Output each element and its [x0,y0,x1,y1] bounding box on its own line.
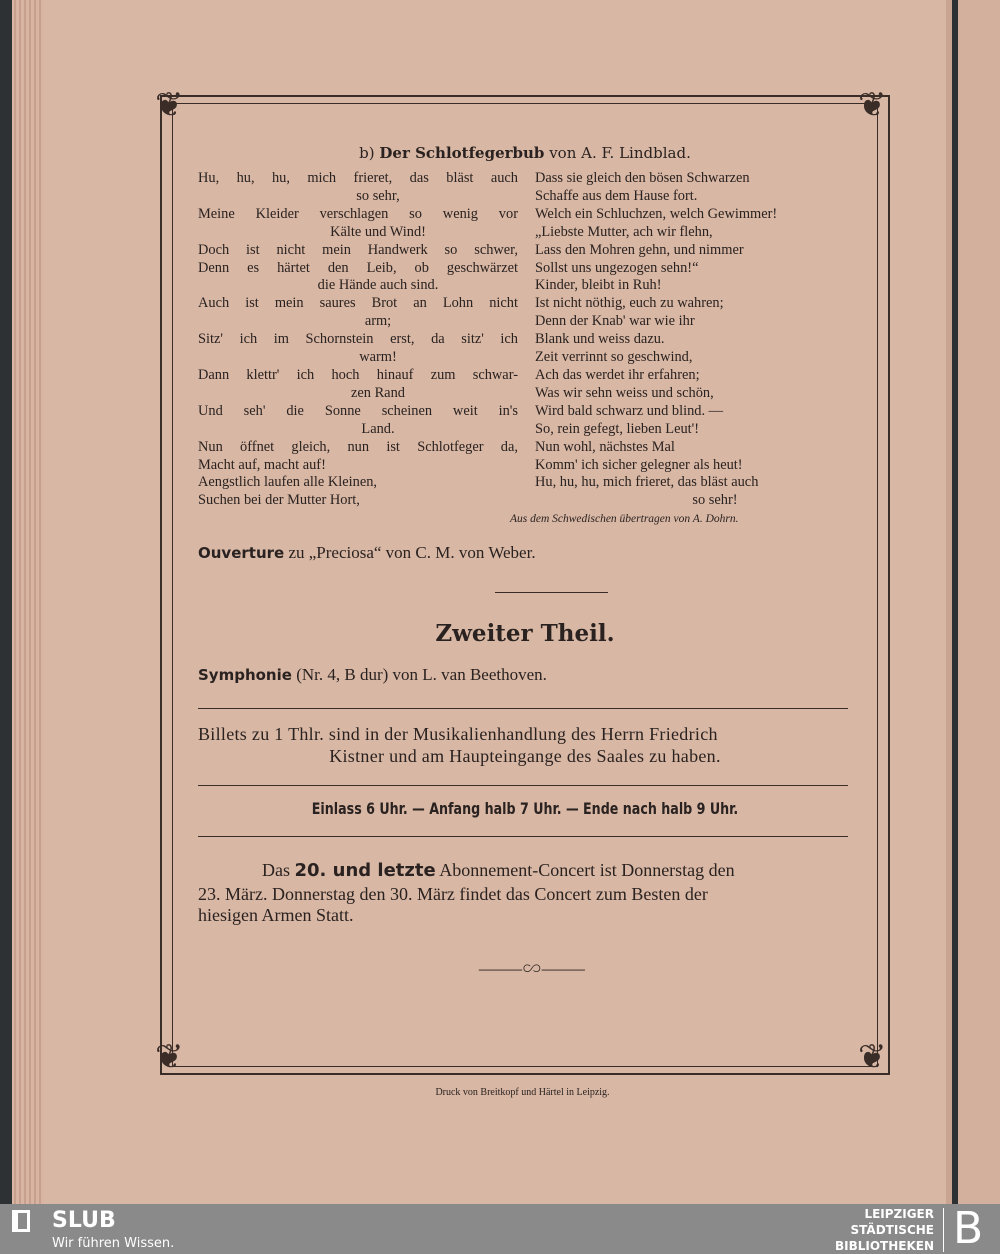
poem-line: „Liebste Mutter, ach wir flehn, [535,223,713,240]
poem-line: arm; [364,313,392,330]
poem-line: Schaffe aus dem Hause fort. [535,187,698,204]
poem-line: Und seh' die Sonne scheinen weit in's [198,402,518,419]
poem-line: Meine Kleider verschlagen so wenig vor [198,205,518,222]
divider [198,785,848,786]
divider [198,708,848,709]
page-edges [14,0,44,1204]
poem-line: Nun wohl, nächstes Mal [535,438,675,455]
corner-ornament-icon: ❦ [155,1037,184,1077]
poem-line: Aengstlich laufen alle Kleinen, [198,474,378,491]
poem-line: Welch ein Schluchzen, welch Gewimmer! [535,205,778,222]
corner-ornament-icon: ❦ [858,1037,887,1077]
poem-line: Komm' ich sicher gelegner als heut! [535,456,743,473]
poem-line: warm! [359,349,397,366]
translation-credit: Aus dem Schwedischen übertragen von A. Dohrn. [510,513,739,525]
song-title: b) Der Schlotfegerbub von A. F. Lindblad. [359,144,691,162]
poem-line: Denn der Knab' war wie ihr [535,313,695,330]
times-line: Einlass 6 Uhr. — Anfang halb 7 Uhr. — Ende nach halb 9 Uhr. [311,799,739,818]
poem-line: Denn es härtet den Leib, ob geschwärzet [198,259,518,276]
lsb-logo[interactable] [835,1206,934,1254]
poem-line: Ist nicht nöthig, euch zu wahren; [535,295,724,312]
poem-line: zen Rand [351,384,405,401]
poem-line: Sollst uns ungezogen sehn!“ [535,259,699,276]
symphony-line: Symphonie (Nr. 4, B dur) von L. van Beethoven. [198,665,547,684]
notice-line: hiesigen Armen Statt. [198,905,354,925]
lsb-text: LEIPZIGER [864,1207,934,1221]
poem-line: Land. [361,420,395,437]
corner-ornament-icon: ❦ [858,85,887,125]
poem-line: die Hände auch sind. [317,277,439,294]
tickets-line: Kistner und am Haupteingange des Saales zu haben. [329,746,721,766]
poem-line: Auch ist mein saures Brot an Lohn nicht [198,295,518,312]
facing-page [958,0,1000,1204]
poem-line: Hu, hu, hu, mich frieret, das bläst auch [198,170,518,186]
corner-ornament-icon: ❦ [155,85,184,125]
poem-line: Nun öffnet gleich, nun ist Schlotfeger da, [198,438,518,455]
poem-line: Dann klettr' ich hoch hinauf zum schwar- [198,366,518,383]
poem-line: Hu, hu, hu, mich frieret, das bläst auch [535,474,759,491]
divider [198,836,848,837]
poem-line: Dass sie gleich den bösen Schwarzen [535,170,750,186]
poem-line: Blank und weiss dazu. [535,331,665,348]
poem-line: Wird bald schwarz und blind. — [535,402,724,419]
divider [495,592,608,593]
slub-slogan: Wir führen Wissen. [52,1236,175,1251]
poem-line: Was wir sehn weiss und schön, [535,384,714,401]
poem-line: Lass den Mohren gehn, und nimmer [535,241,744,258]
poem-line: so sehr! [692,492,738,509]
poem-left-column [198,170,518,510]
overture-line: Ouverture zu „Preciosa“ von C. M. von Weber. [198,543,536,562]
poem-line: Sitz' ich im Schornstein erst, da sitz' ich [198,331,518,348]
poem-line: Suchen bei der Mutter Hort, [198,492,360,509]
notice-line: Das 20. und letzte Abonnement-Concert ist Donnerstag den [262,860,735,881]
library-footer [0,1204,1000,1254]
poem-line: Macht auf, macht auf! [198,456,326,473]
lsb-b-logo-icon: B [953,1203,984,1254]
poem-line: So, rein gefegt, lieben Leut'! [535,420,700,437]
lsb-text: STÄDTISCHE [850,1223,934,1237]
poem-line: so sehr, [356,187,400,204]
poem-line: Doch ist nicht mein Handwerk so schwer, [198,241,518,258]
slub-logo[interactable]: SLUB [52,1208,116,1233]
slub-logo-icon [12,1210,30,1232]
tickets-line: Billets zu 1 Thlr. sind in der Musikalienhandlung des Herrn Friedrich [198,724,718,744]
section-heading: Zweiter Theil. [435,620,615,647]
poem-line: Ach das werdet ihr erfahren; [535,366,700,383]
printer-imprint: Druck von Breitkopf und Härtel in Leipzig. [435,1087,610,1098]
poem-line: Zeit verrinnt so geschwind, [535,349,693,366]
divider [943,1208,944,1252]
poem-right-column [535,170,855,510]
lsb-text: BIBLIOTHEKEN [834,1239,934,1253]
poem-line: Kälte und Wind! [330,223,426,240]
notice-line: 23. März. Donnerstag den 30. März findet das Concert zum Besten der [198,884,708,904]
flourish-icon: ⸻∽⸻ [478,959,586,979]
poem-line: Kinder, bleibt in Ruh! [535,277,662,294]
